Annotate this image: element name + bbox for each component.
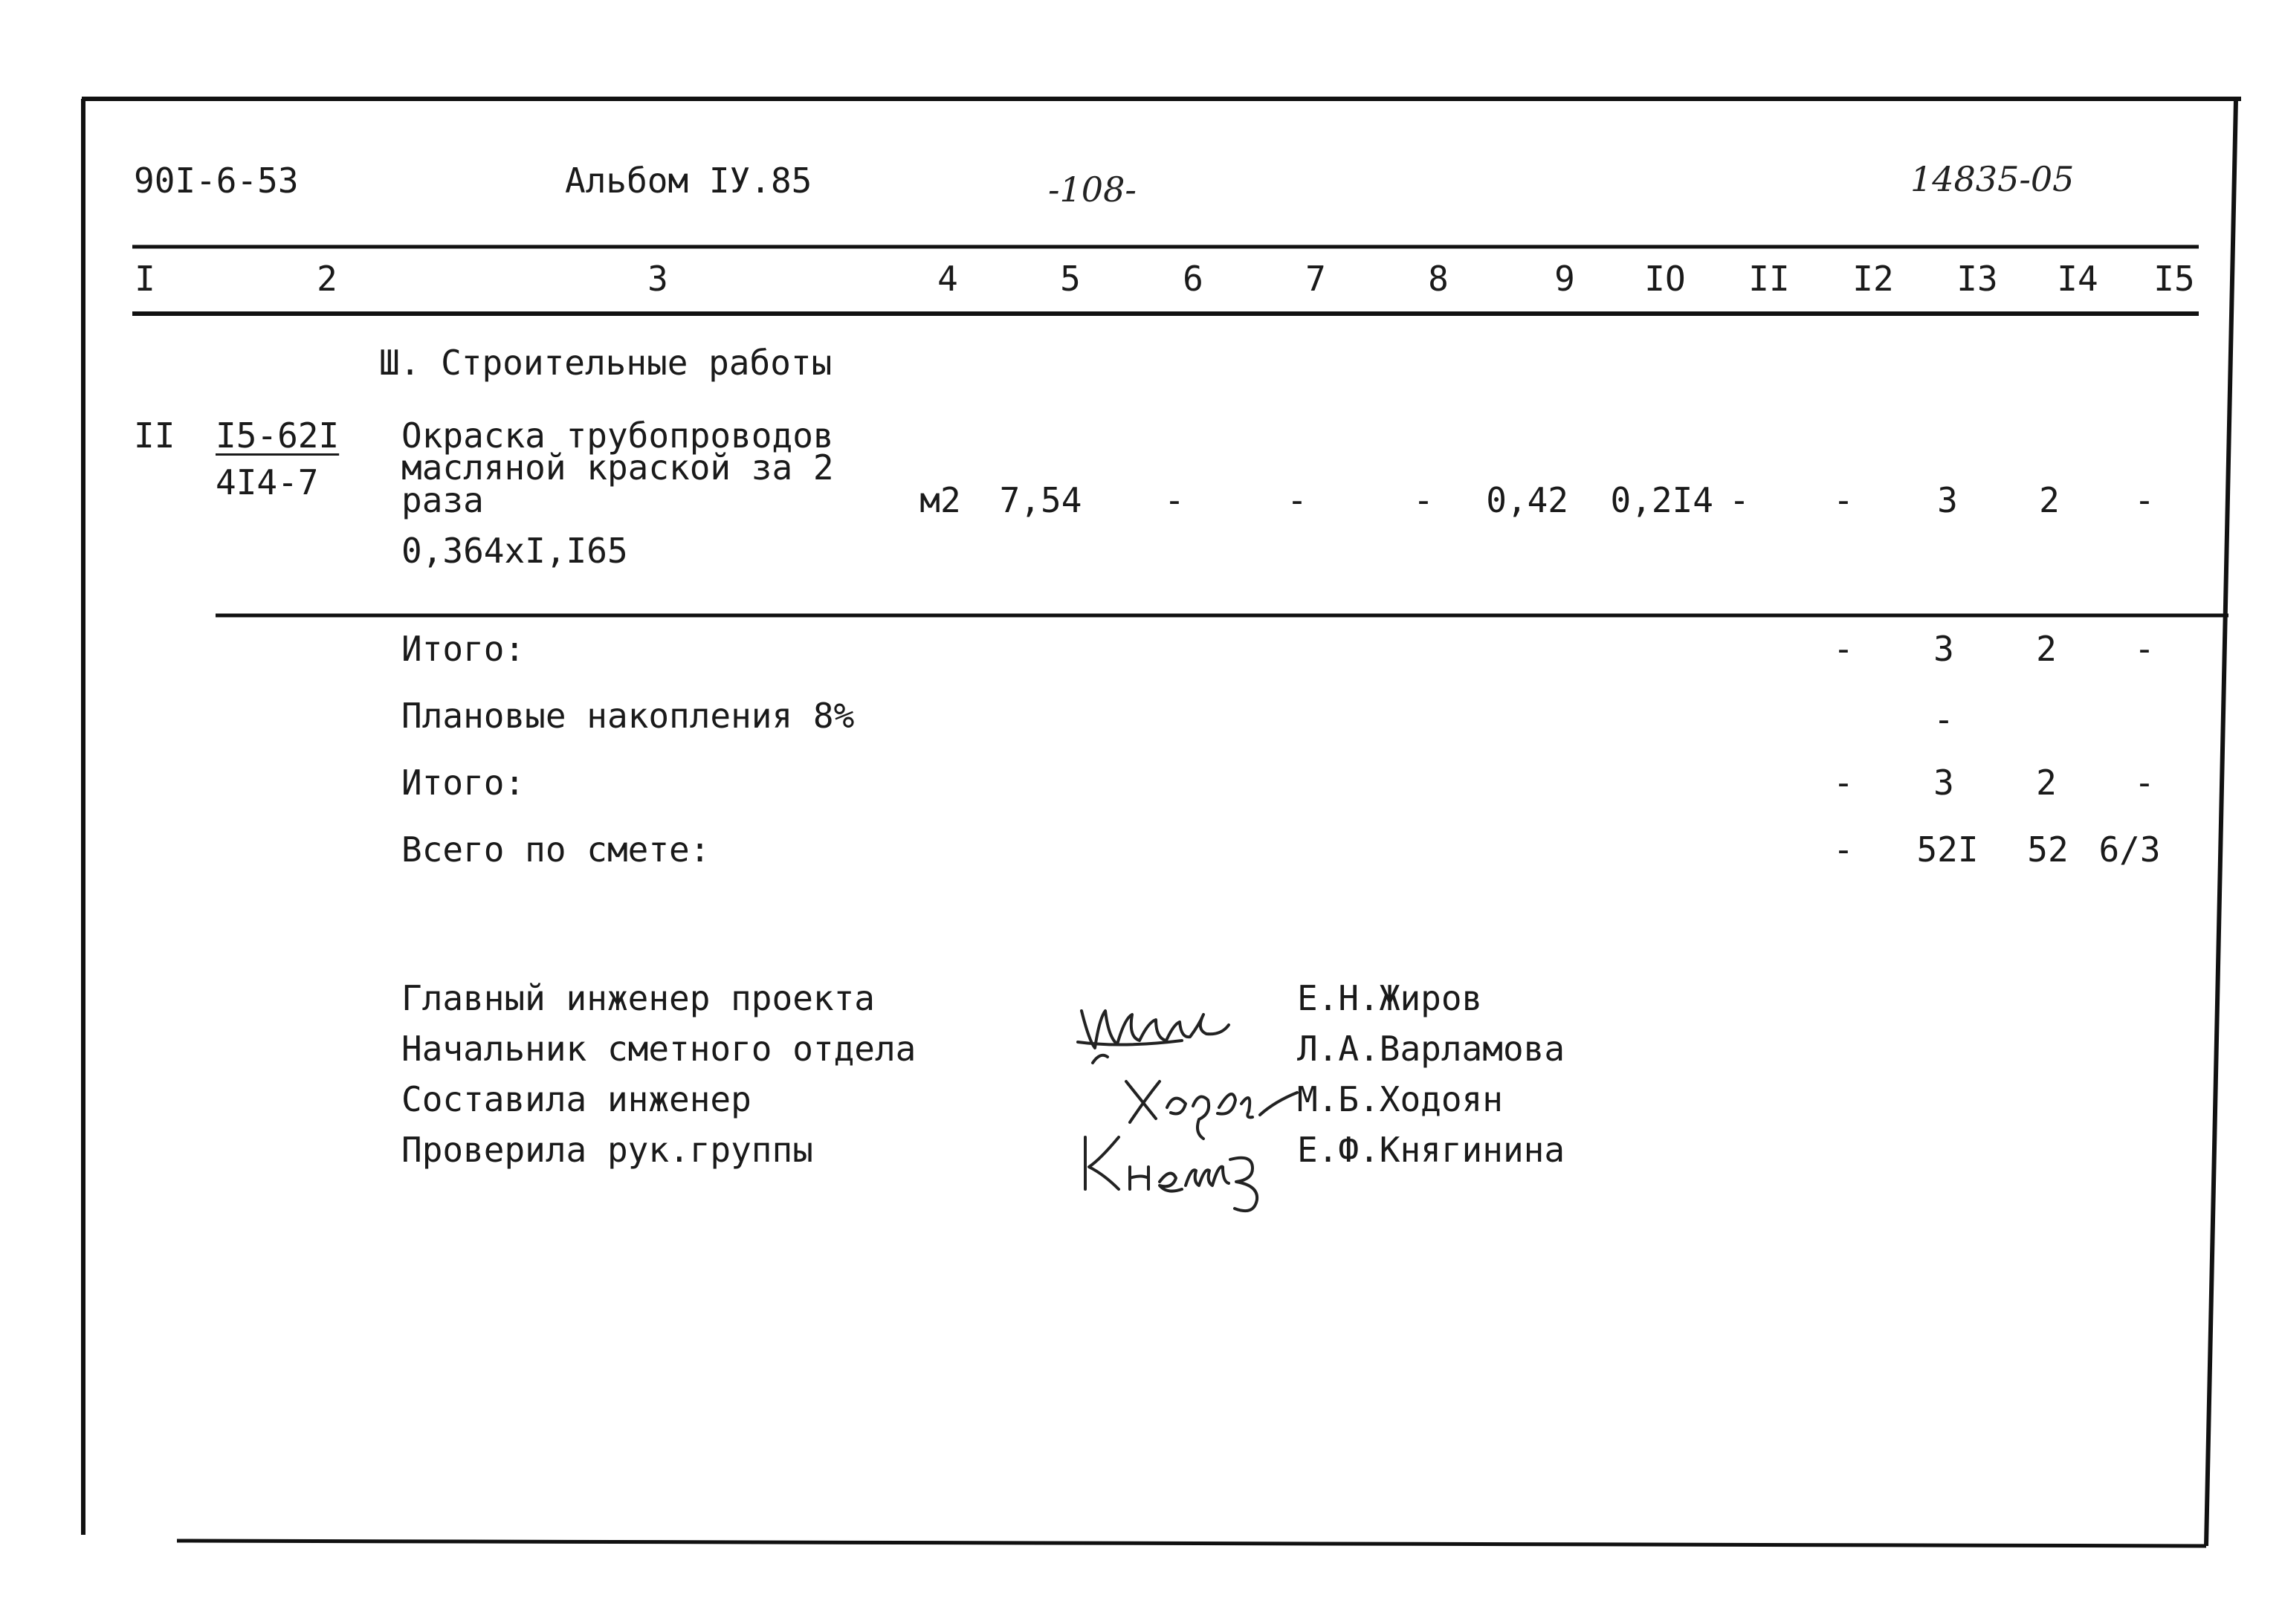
section-title: Ш. Строительные работы xyxy=(379,343,833,383)
col-header: I3 xyxy=(1956,259,1998,299)
total-col14: 2 xyxy=(2036,763,2057,803)
col-header: 6 xyxy=(1183,259,1203,299)
col-header: 5 xyxy=(1060,259,1081,299)
work-description-line: Окраска трубопроводов xyxy=(401,415,834,456)
cell-col8: - xyxy=(1413,480,1434,520)
col-header: I4 xyxy=(2057,259,2098,299)
col-header: 3 xyxy=(647,259,668,299)
signature-name: Е.Н.Жиров xyxy=(1297,978,1483,1018)
quantity: 7,54 xyxy=(999,480,1082,520)
cell-col6: - xyxy=(1164,480,1185,520)
rate-code: I5-62I xyxy=(216,415,340,456)
cell-col13: 3 xyxy=(1937,480,1958,520)
signature-role: Начальник сметного отдела xyxy=(401,1029,917,1069)
work-description-line: масляной краской за 2 xyxy=(401,447,834,488)
signature-role: Составила инженер xyxy=(401,1079,751,1119)
doc-code: 90I-6-53 xyxy=(134,161,299,201)
signature-name: Е.Ф.Княгинина xyxy=(1297,1130,1565,1170)
cell-col12: - xyxy=(1833,480,1854,520)
cell-col7: - xyxy=(1287,480,1308,520)
album-label: Альбом IУ.85 xyxy=(565,161,812,201)
total-label: Итого: xyxy=(401,629,526,669)
total-col15: - xyxy=(2134,629,2155,669)
total-label: Плановые накопления 8% xyxy=(401,696,855,736)
cell-col9: 0,42 xyxy=(1486,480,1568,520)
rate-code-secondary: 4I4-7 xyxy=(216,462,319,502)
col-header: I xyxy=(135,259,155,299)
grand-total-col13: 52I xyxy=(1916,829,1979,870)
signature-name: Л.А.Варламова xyxy=(1297,1029,1565,1069)
sheet-code: 14835-05 xyxy=(1910,159,2075,199)
col-header: 2 xyxy=(317,259,337,299)
col-header: 8 xyxy=(1428,259,1449,299)
total-col14: 2 xyxy=(2036,629,2057,669)
grand-total-col15: 6/3 xyxy=(2098,829,2161,870)
total-col13: 3 xyxy=(1933,629,1954,669)
total-col13: - xyxy=(1933,699,1954,740)
cell-col11: - xyxy=(1729,480,1750,520)
col-header: 4 xyxy=(937,259,958,299)
col-header: 9 xyxy=(1554,259,1575,299)
total-col12: - xyxy=(1833,763,1854,803)
signature-name: М.Б.Ходоян xyxy=(1297,1079,1503,1119)
grand-total-col12: - xyxy=(1833,829,1854,870)
page-number: -108- xyxy=(1048,169,1137,210)
col-header: 7 xyxy=(1305,259,1326,299)
unit: м2 xyxy=(919,480,961,520)
col-header: IO xyxy=(1644,259,1686,299)
work-description-line: раза xyxy=(401,480,484,520)
row-number: II xyxy=(134,415,175,456)
signature-role: Главный инженер проекта xyxy=(401,978,875,1018)
col-header: II xyxy=(1748,259,1790,299)
total-col15: - xyxy=(2134,763,2155,803)
grand-total-col14: 52 xyxy=(2027,829,2069,870)
quantity-formula: 0,364хI,I65 xyxy=(401,531,628,571)
cell-col14: 2 xyxy=(2039,480,2060,520)
cell-col15: - xyxy=(2134,480,2155,520)
total-label: Итого: xyxy=(401,763,526,803)
total-col13: 3 xyxy=(1933,763,1954,803)
col-header: I2 xyxy=(1852,259,1894,299)
signature-role: Проверила рук.группы xyxy=(401,1130,813,1170)
col-header: I5 xyxy=(2153,259,2195,299)
grand-total-label: Всего по смете: xyxy=(401,829,711,870)
cell-col10: 0,2I4 xyxy=(1610,480,1713,520)
total-col12: - xyxy=(1833,629,1854,669)
